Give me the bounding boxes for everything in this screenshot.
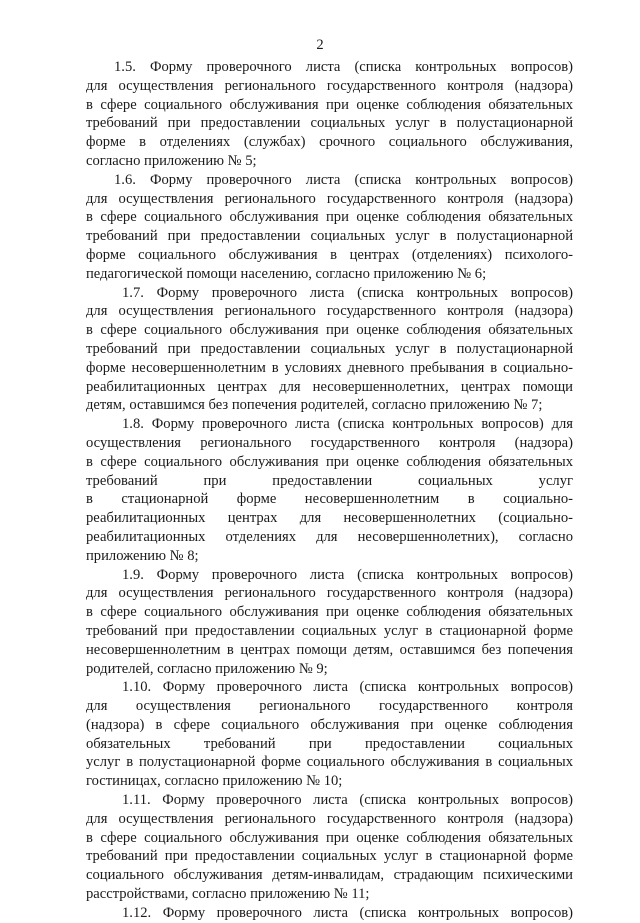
paragraph-item [86, 415, 573, 565]
text-line: требований при предоставлении социальных услуг в полустационарной [86, 340, 573, 357]
text-line: родителей, согласно приложению № 9; [86, 660, 328, 677]
text-line: реабилитационных отделениях для несовершеннолетних), согласно [86, 528, 573, 545]
text-line: для осуществления регионального государственного контроля (надзора) [86, 77, 573, 94]
text-line: для осуществления регионального государственного контроля [86, 698, 573, 715]
text-line: услуг в полустационарной форме социального обслуживания в социальных [86, 754, 573, 771]
text-line: реабилитационных центрах для несовершеннолетних, центрах помощи [86, 378, 573, 395]
text-line: 1.5. Форму проверочного листа (списка контрольных вопросов) [114, 59, 573, 75]
text-line: 1.11. Форму проверочного листа (списка контрольных вопросов) [122, 792, 573, 809]
text-line: в сфере социального обслуживания при оценке соблюдения обязательных [86, 604, 573, 621]
text-line: в стационарной форме несовершеннолетним в социально- [86, 491, 573, 508]
text-line: приложению № 8; [86, 547, 199, 564]
text-line: 1.6. Форму проверочного листа (списка контрольных вопросов) [114, 171, 573, 188]
document-body [86, 58, 573, 923]
text-line: для осуществления регионального государственного контроля (надзора) [86, 585, 573, 602]
text-line: гостиницах, согласно приложению № 10; [86, 773, 343, 790]
paragraph-item [86, 566, 573, 679]
paragraph-item [86, 171, 573, 284]
text-line: несовершеннолетним в центрах помощи детям, оставшимся без попечения [86, 641, 573, 658]
text-line: для осуществления регионального государственного контроля (надзора) [86, 303, 573, 320]
text-line: требований при предоставлении социальных услуг в стационарной форме [86, 848, 573, 865]
text-line: 1.9. Форму проверочного листа (списка контрольных вопросов) [122, 566, 573, 583]
text-line: педагогической помощи населению, согласно приложению № 6; [86, 265, 487, 282]
paragraph-item [86, 791, 573, 904]
text-line: 1.8. Форму проверочного листа (списка контрольных вопросов) для [122, 416, 573, 433]
text-line: форме в отделениях (службах) срочного социального обслуживания, [86, 134, 573, 151]
paragraph-item [86, 284, 573, 416]
paragraph-item [86, 678, 573, 791]
paragraph-item [86, 904, 573, 923]
text-line: расстройствами, согласно приложению № 11; [86, 886, 370, 903]
text-line: в сфере социального обслуживания при оценке соблюдения обязательных [86, 829, 573, 846]
text-line: социального обслуживания детям-инвалидам, страдающим психическими [86, 867, 573, 884]
text-line: в сфере социального обслуживания при оценке соблюдения обязательных [86, 322, 573, 339]
text-line: 1.10. Форму проверочного листа (списка контрольных вопросов) [122, 679, 573, 696]
text-line: требований при предоставлении социальных услуг в полустационарной [86, 228, 573, 245]
text-line: форме социального обслуживания в центрах (отделениях) психолого- [86, 246, 573, 263]
text-line: 1.12. Форму проверочного листа (списка контрольных вопросов) [122, 904, 573, 921]
text-line: реабилитационных центрах для несовершеннолетних (социально- [86, 510, 573, 527]
page-number: 2 [316, 37, 324, 53]
text-line: обязательных требований при предоставлении социальных [86, 735, 573, 752]
text-line: требований при предоставлении социальных услуг в стационарной форме [86, 622, 573, 639]
text-line: в сфере социального обслуживания при оценке соблюдения обязательных [86, 96, 573, 113]
text-line: (надзора) в сфере социального обслуживания при оценке соблюдения [86, 716, 573, 733]
text-line: детям, оставшимся без попечения родителей, согласно приложению № 7; [86, 397, 543, 414]
text-line: для осуществления регионального государственного контроля (надзора) [86, 810, 573, 827]
text-line: осуществления регионального государственного контроля (надзора) [86, 434, 573, 451]
paragraph-item [86, 58, 573, 171]
text-line: в сфере социального обслуживания при оценке соблюдения обязательных [86, 453, 573, 470]
text-line: 1.7. Форму проверочного листа (списка контрольных вопросов) [122, 284, 573, 301]
text-line: требований при предоставлении социальных услуг [86, 472, 573, 489]
text-line: форме несовершеннолетним в условиях дневного пребывания в социально- [86, 359, 573, 376]
text-line: требований при предоставлении социальных услуг в полустационарной [86, 115, 573, 132]
text-line: в сфере социального обслуживания при оценке соблюдения обязательных [86, 209, 573, 226]
text-line: для осуществления регионального государственного контроля (надзора) [86, 190, 573, 207]
text-line: согласно приложению № 5; [86, 152, 257, 169]
